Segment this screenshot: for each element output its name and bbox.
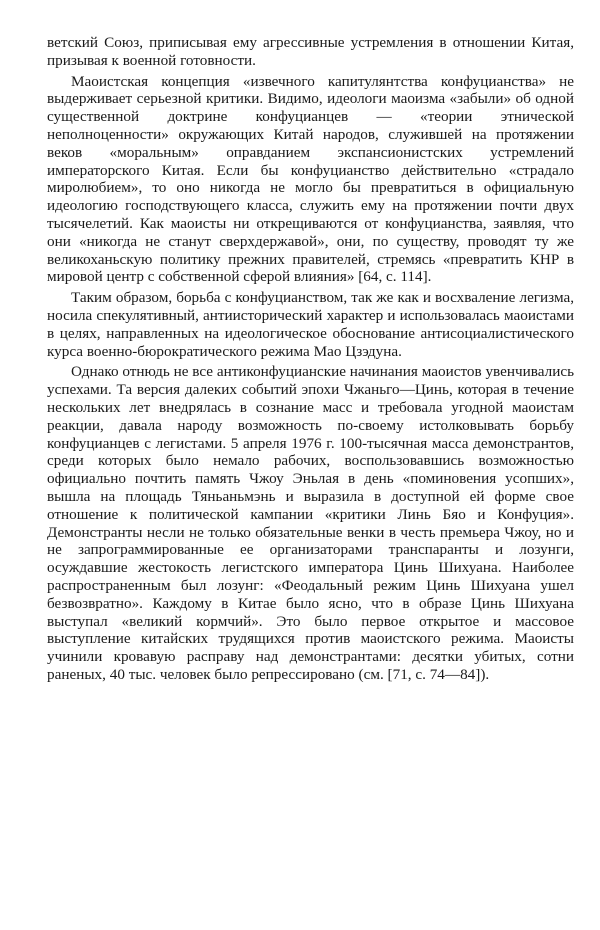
- paragraph-conclusion-legism: Таким образом, борьба с конфуцианством, так же как и восхваление легизма, носила спекулятивный, антиисторический характер и использовалась маоистами в целях, направленных на идеологическое обоснование антисоциалистического курса военно-бюрократического режима Мао Цзэдуна.: [47, 289, 574, 360]
- paragraph-tiananmen-1976: Однако отнюдь не все антиконфуцианские начинания маоистов увенчивались успехами. Та версия далеких событий эпохи Чжаньго—Цинь, которая в течение нескольких лет внедрялась в сознание масс и требовала угодной маоистам реакции, давала народу возможность по-своему истолковывать борьбу конфуцианцев с легистами. 5 апреля 1976 г. 100-тысячная масса демонстрантов, среди которых было немало рабочих, воспользовавшись возможностью официально почтить память Чжоу Эньлая в день «поминовения усопших», вышла на площадь Тяньаньмэнь и выразила в доступной ей форме свое отношение к политической кампании «критики Линь Бяо и Конфуция». Демонстранты несли не только обязательные венки в честь премьера Чжоу, но и не запрограммированные ее организаторами транспаранты и лозунги, осуждавшие жестокость легистского императора Цинь Шихуана. Наиболее распространенным был лозунг: «Феодальный режим Цинь Шихуана ушел безвозвратно». Каждому в Китае было ясно, что в образе Цинь Шихуана выступал «великий кормчий». Это было первое открытое и массовое выступление китайских трудящихся против маоистского режима. Маоисты учинили кровавую расправу над демонстрантами: десятки убитых, сотни раненых, 40 тыс. человек было репрессировано (см. [71, с. 74—84]).: [47, 363, 574, 683]
- paragraph-maoist-concept: Маоистская концепция «извечного капитулянтства конфуцианства» не выдерживает серьезной критики. Видимо, идеологи маоизма «забыли» об одной существенной доктрине конфуцианцев — «теории этнической неполноценности» окружающих Китай народов, служившей на протяжении веков «моральным» оправданием экспансионистских устремлений императорского Китая. Если бы конфуцианство действительно «страдало миролюбием», то оно никогда не могло бы превратиться в официальную идеологию господствующего класса, служить ему на протяжении почти двух тысячелетий. Как маоисты ни открещиваются от конфуцианства, заявляя, что они «никогда не станут сверхдержавой», они, по существу, проводят ту же великоханьскую политику прежних правителей, стремясь «превратить КНР в мировой центр с собственной сферой влияния» [64, с. 114].: [47, 72, 574, 286]
- paragraph-continuation: ветский Союз, приписывая ему агрессивные устремления в отношении Китая, призывая к военной готовности.: [47, 34, 574, 69]
- document-page: [47, 34, 574, 687]
